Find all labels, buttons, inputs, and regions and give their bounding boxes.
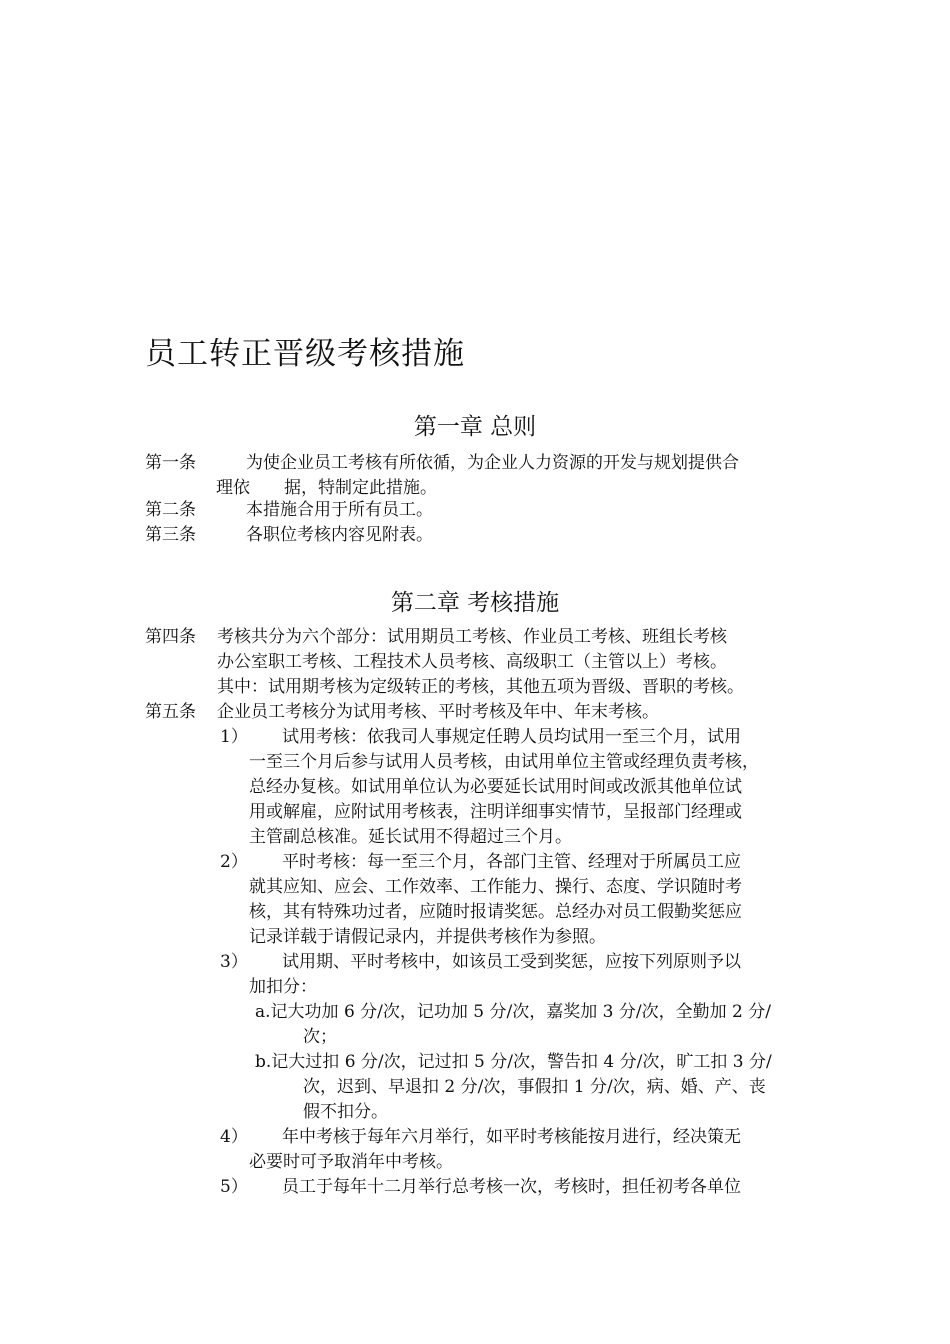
article-4-line: 办公室职工考核、工程技术人员考核、高级职工（主管以上）考核。 bbox=[217, 652, 727, 672]
article-2-text: 本措施合用于所有员工。 bbox=[246, 500, 433, 520]
chapter-2-heading: 第二章 考核措施 bbox=[390, 590, 560, 616]
sub-item-a-line: a.记大功加 6 分/次，记功加 5 分/次，嘉奖加 3 分/次，全勤加 2 分/ bbox=[255, 1002, 771, 1022]
article-4-line: 考核共分为六个部分：试用期员工考核、作业员工考核、班组长考核 bbox=[217, 627, 727, 647]
article-4-label: 第四条 bbox=[145, 627, 196, 647]
item-number: 4） bbox=[220, 1127, 248, 1147]
article-1-cont-a: 理依 bbox=[216, 478, 250, 498]
sub-item-b-line: 次，迟到、早退扣 2 分/次，事假扣 1 分/次，病、婚、产、丧 bbox=[303, 1077, 766, 1097]
item-line: 年中考核于每年六月举行，如平时考核能按月进行，经决策无 bbox=[282, 1127, 741, 1147]
item-line: 一至三个月后参与试用人员考核，由试用单位主管或经理负责考核， bbox=[249, 752, 759, 772]
item-line: 平时考核：每一至三个月，各部门主管、经理对于所属员工应 bbox=[282, 852, 741, 872]
item-line: 主管副总核准。延长试用不得超过三个月。 bbox=[249, 827, 572, 847]
item-line: 核，其有特殊功过者，应随时报请奖惩。总经办对员工假勤奖惩应 bbox=[249, 902, 742, 922]
item-line: 员工于每年十二月举行总考核一次，考核时，担任初考各单位 bbox=[282, 1177, 741, 1197]
article-2-label: 第二条 bbox=[145, 500, 196, 520]
item-line: 加扣分： bbox=[249, 977, 317, 997]
item-line: 就其应知、应会、工作效率、工作能力、操行、态度、学识随时考 bbox=[249, 877, 742, 897]
item-line: 必要时可予取消年中考核。 bbox=[249, 1152, 453, 1172]
sub-item-b-line: b.记大过扣 6 分/次，记过扣 5 分/次，警告扣 4 分/次，旷工扣 3 分/ bbox=[255, 1052, 772, 1072]
item-line: 总经办复核。如试用单位认为必要延长试用时间或改派其他单位试 bbox=[249, 777, 742, 797]
article-1-cont-b: 据，特制定此措施。 bbox=[284, 478, 437, 498]
article-1-text: 为使企业员工考核有所依循，为企业人力资源的开发与规划提供合 bbox=[246, 453, 739, 473]
item-number: 1） bbox=[220, 727, 248, 747]
item-line: 记录详载于请假记录内，并提供考核作为参照。 bbox=[249, 927, 606, 947]
item-number: 5） bbox=[220, 1177, 248, 1197]
item-number: 3） bbox=[220, 952, 248, 972]
item-number: 2） bbox=[220, 852, 248, 872]
article-4-line: 其中：试用期考核为定级转正的考核，其他五项为晋级、晋职的考核。 bbox=[217, 677, 744, 697]
article-1-label: 第一条 bbox=[145, 453, 196, 473]
document-title: 员工转正晋级考核措施 bbox=[145, 336, 465, 372]
sub-item-a-line: 次； bbox=[303, 1027, 337, 1047]
item-line: 试用期、平时考核中，如该员工受到奖惩，应按下列原则予以 bbox=[282, 952, 741, 972]
item-line: 试用考核：依我司人事规定任聘人员均试用一至三个月，试用 bbox=[282, 727, 741, 747]
article-3-label: 第三条 bbox=[145, 525, 196, 545]
chapter-1-heading: 第一章 总则 bbox=[413, 414, 537, 440]
sub-item-b-line: 假不扣分。 bbox=[303, 1102, 388, 1122]
article-3-text: 各职位考核内容见附表。 bbox=[246, 525, 433, 545]
article-5-label: 第五条 bbox=[145, 702, 196, 722]
article-5-line: 企业员工考核分为试用考核、平时考核及年中、年末考核。 bbox=[217, 702, 659, 722]
item-line: 用或解雇，应附试用考核表，注明详细事实情节，呈报部门经理或 bbox=[249, 802, 742, 822]
